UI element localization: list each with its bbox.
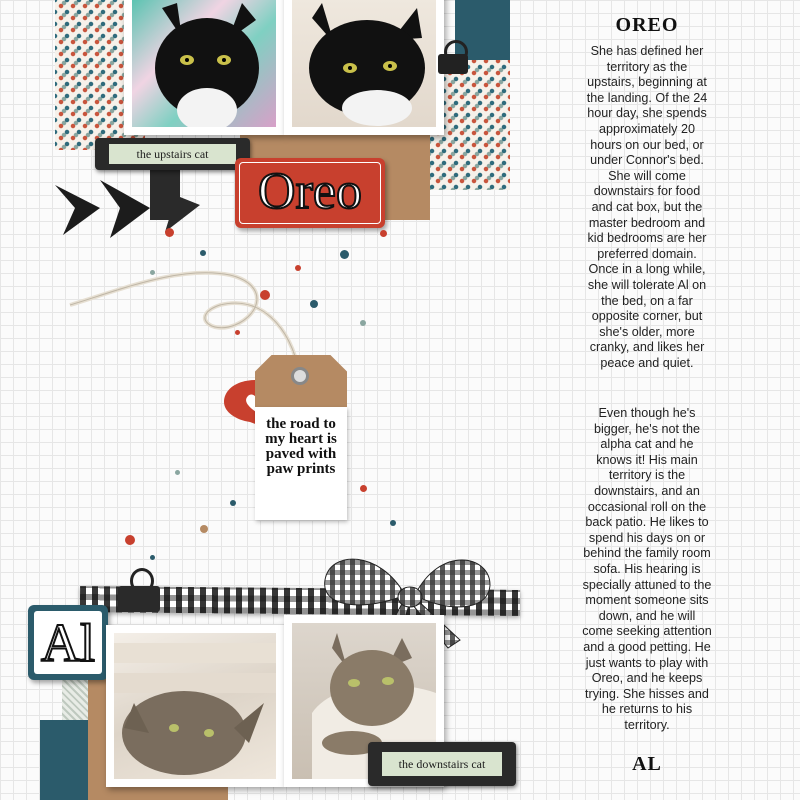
quote-tag [255,355,347,520]
oreo-story: She has defined her territory as the upstairs, beginning at the landing. Of the 24 hour day, she spends approximately 20 hours on our bed, or under Connor's bed. She will come downstairs for food and cat box, but the master bedroom and kid bedrooms are her preferred domain. Once in a long while, she will tolerate Al on the bed, on a far opposite corner, but she's older, more cranky, and likes her peace and quiet. [586,44,708,370]
tag-quote-text: the road to my heart is paved with paw prints [265,416,337,477]
tag-eyelet [291,367,309,385]
oreo-title: Oreo [258,163,362,220]
splatter-dot [360,320,366,326]
splatter-dot [165,228,174,237]
oreo-photo-left [124,0,284,135]
oreo-title-tag [235,158,385,228]
splatter-dot [150,555,155,560]
splatter-dot [260,290,270,300]
splatter-dot [230,500,236,506]
splatter-dot [235,330,240,335]
oreo-heading: OREO [615,14,679,36]
binder-clip-top [438,40,468,74]
splatter-dot [360,485,367,492]
black-white-cat-icon [292,0,436,127]
splatter-dot [200,525,208,533]
al-title: Al [41,613,95,673]
splatter-dot [200,250,206,256]
splatter-dot [125,535,135,545]
al-story: Even though he's bigger, he's not the alpha cat and he knows it! His main territory is the downstairs, and an occasional roll on the back patio. He likes to spend his days on or behind the family room sofa. His hearing is specially attuned to the moment someone sits down, and he will come seeking attention and a good petting. He just wants to play with Oreo, and he keeps trying. She hisses and he returns to his territory. [582,406,712,732]
binder-clip-bottom [118,568,160,618]
splatter-dot [295,265,301,271]
splatter-dot [310,300,318,308]
arrow-icons [55,180,205,240]
al-photo-left [106,625,284,787]
tabby-cat-icon [114,633,276,779]
splatter-dot [390,520,396,526]
al-heading: AL [632,753,662,775]
splatter-dot [340,250,349,259]
downstairs-cat-label [368,742,516,786]
al-title-tag [28,605,108,680]
black-white-cat-icon [132,0,276,127]
upstairs-cat-label-text: the upstairs cat [109,144,236,164]
splatter-dot [380,230,387,237]
upstairs-cat-label [95,138,250,170]
oreo-photo-right [284,0,444,135]
splatter-dot [175,470,180,475]
downstairs-cat-label-text: the downstairs cat [382,752,502,776]
splatter-dot [150,270,155,275]
